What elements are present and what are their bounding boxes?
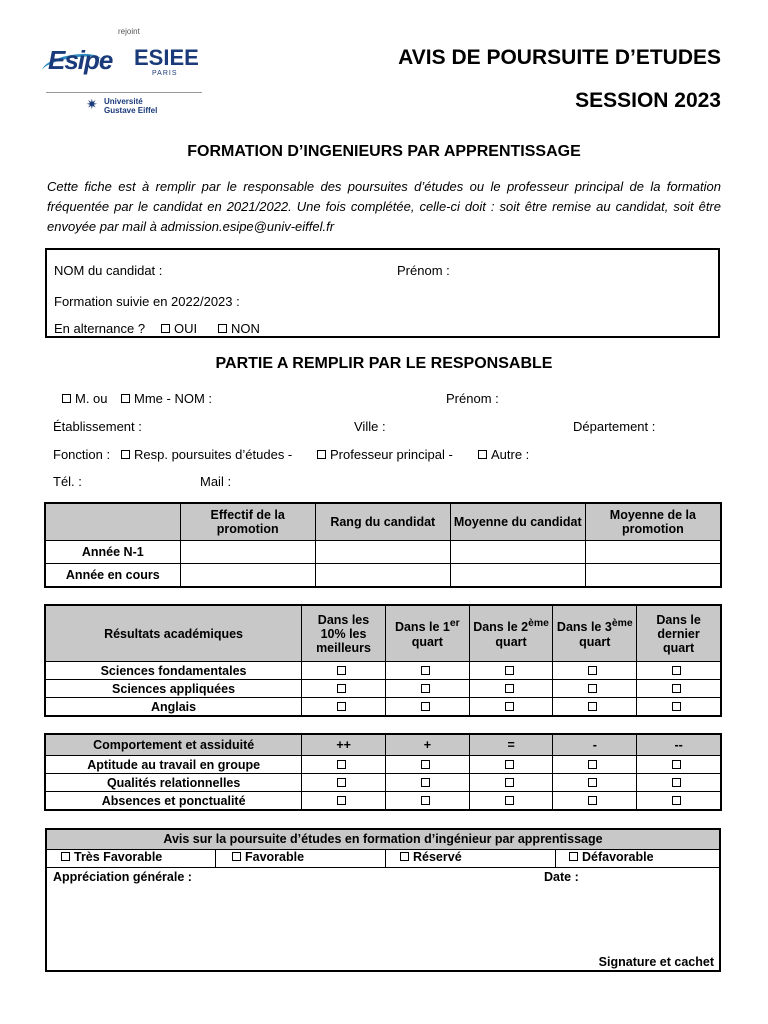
- results-header-label: Résultats académiques: [46, 606, 302, 662]
- m-checkbox[interactable]: [62, 394, 71, 403]
- option-label: Défavorable: [582, 850, 654, 864]
- table-row: [46, 756, 721, 774]
- table-row: [46, 698, 721, 716]
- checkbox[interactable]: [421, 666, 430, 675]
- mme-checkbox[interactable]: [121, 394, 130, 403]
- rejoint-text: rejoint: [118, 27, 140, 36]
- rank-row-label: Année en cours: [46, 564, 181, 587]
- checkbox[interactable]: [400, 852, 409, 861]
- oui-checkbox[interactable]: [161, 324, 170, 333]
- ville-label: Ville :: [354, 419, 386, 434]
- rank-cell[interactable]: [450, 564, 585, 587]
- mail-label: Mail :: [200, 474, 232, 489]
- signature-label: Signature et cachet: [598, 955, 714, 969]
- checkbox[interactable]: [421, 684, 430, 693]
- paris-text: PARIS: [152, 70, 178, 77]
- resp-checkbox[interactable]: [121, 450, 130, 459]
- candidate-firstname-label: Prénom :: [397, 263, 450, 278]
- table-row: [46, 662, 721, 680]
- results-header-last: Dans le dernier quart: [637, 606, 721, 662]
- formation-label: Formation suivie en 2022/2023 :: [54, 294, 240, 309]
- non-checkbox[interactable]: [218, 324, 227, 333]
- option-tres-favorable[interactable]: [61, 850, 162, 864]
- resp-label: Resp. poursuites d’études -: [134, 447, 293, 462]
- checkbox[interactable]: [672, 778, 681, 787]
- behavior-row-label: Aptitude au travail en groupe: [46, 756, 302, 774]
- checkbox[interactable]: [505, 666, 514, 675]
- behavior-table: [45, 734, 721, 810]
- checkbox[interactable]: [337, 666, 346, 675]
- option-label: Très Favorable: [74, 850, 163, 864]
- rank-row-label: Année N-1: [46, 541, 181, 564]
- checkbox[interactable]: [421, 702, 430, 711]
- results-header-top10: Dans les 10% les meilleurs: [302, 606, 386, 662]
- option-label: Réservé: [413, 850, 462, 864]
- behavior-header-minusminus: --: [637, 735, 721, 756]
- rank-cell[interactable]: [315, 541, 450, 564]
- candidate-name-label: NOM du candidat :: [54, 263, 163, 278]
- rank-header-moyenne-promo: Moyenne de la promotion: [585, 504, 720, 541]
- university-star-icon: ✷: [86, 96, 98, 112]
- checkbox[interactable]: [588, 760, 597, 769]
- rank-cell[interactable]: [585, 564, 720, 587]
- logo: [42, 25, 204, 120]
- rank-header-effectif: Effectif de la promotion: [180, 504, 315, 541]
- prof-checkbox[interactable]: [317, 450, 326, 459]
- oui-option[interactable]: [161, 321, 197, 336]
- divider: [385, 849, 386, 867]
- checkbox[interactable]: [672, 666, 681, 675]
- formation-subtitle: FORMATION D’INGENIEURS PAR APPRENTISSAGE: [187, 143, 581, 160]
- rank-cell[interactable]: [450, 541, 585, 564]
- behavior-header-plus: +: [386, 735, 470, 756]
- m-ou-label: M. ou: [75, 391, 108, 406]
- university-name-line1: Université: [104, 97, 143, 106]
- intro-paragraph: Cette fiche est à remplir par le responsable des poursuites d’études ou le professeur principal de la formation fréquentée par le candidat en 2021/2022. Une fois complétée, celle-ci doit : soit être remise au candidat, soit être envoyée par mail à admission.esipe@univ-eiffel.fr: [47, 179, 721, 234]
- autre-option[interactable]: [478, 447, 529, 462]
- civility-m-option[interactable]: [62, 391, 108, 406]
- tel-label: Tél. :: [53, 474, 82, 489]
- checkbox[interactable]: [337, 760, 346, 769]
- rank-table: [45, 503, 721, 587]
- behavior-header-minus: -: [553, 735, 637, 756]
- mme-nom-label: Mme - NOM :: [134, 391, 212, 406]
- results-row-label: Anglais: [46, 698, 302, 716]
- date-label: Date :: [544, 870, 579, 884]
- appreciation-label: Appréciation générale :: [53, 870, 192, 884]
- table-row: [46, 564, 721, 587]
- checkbox[interactable]: [61, 852, 70, 861]
- checkbox[interactable]: [337, 702, 346, 711]
- rank-cell[interactable]: [585, 541, 720, 564]
- checkbox[interactable]: [421, 760, 430, 769]
- checkbox[interactable]: [588, 796, 597, 805]
- session-title: SESSION 2023: [575, 89, 721, 112]
- checkbox[interactable]: [337, 778, 346, 787]
- results-row-label: Sciences fondamentales: [46, 662, 302, 680]
- checkbox[interactable]: [672, 702, 681, 711]
- responsable-section-title: PARTIE A REMPLIR PAR LE RESPONSABLE: [215, 355, 553, 372]
- departement-label: Département :: [573, 419, 656, 434]
- alternance-label: En alternance ?: [54, 321, 146, 336]
- checkbox[interactable]: [588, 666, 597, 675]
- checkbox[interactable]: [337, 684, 346, 693]
- esipe-logo-text: Esipe: [48, 45, 113, 75]
- rank-header-moyenne-candidat: Moyenne du candidat: [450, 504, 585, 541]
- checkbox[interactable]: [421, 778, 430, 787]
- rank-cell[interactable]: [180, 541, 315, 564]
- table-row: [46, 774, 721, 792]
- results-row-label: Sciences appliquées: [46, 680, 302, 698]
- checkbox[interactable]: [505, 778, 514, 787]
- candidate-box: [45, 248, 720, 338]
- university-name-line2: Gustave Eiffel: [104, 106, 158, 115]
- table-row: [46, 792, 721, 810]
- oui-label: OUI: [174, 321, 198, 336]
- rank-table-corner: [46, 504, 181, 541]
- divider: [215, 849, 216, 867]
- checkbox[interactable]: [505, 702, 514, 711]
- opinion-header: Avis sur la poursuite d’études en formation d’ingénieur par apprentissage: [47, 830, 719, 850]
- checkbox[interactable]: [505, 760, 514, 769]
- checkbox[interactable]: [505, 796, 514, 805]
- checkbox[interactable]: [505, 684, 514, 693]
- opinion-box: [45, 828, 721, 972]
- behavior-header-plusplus: ++: [302, 735, 386, 756]
- checkbox[interactable]: [588, 702, 597, 711]
- opinion-options-row: [47, 849, 719, 868]
- rank-header-rang: Rang du candidat: [315, 504, 450, 541]
- checkbox[interactable]: [337, 796, 346, 805]
- results-table: [45, 605, 721, 716]
- results-header-q1: Dans le 1er quart: [385, 606, 469, 662]
- esiee-logo-text: ESIEE: [134, 45, 199, 70]
- behavior-header-label: Comportement et assiduité: [46, 735, 302, 756]
- checkbox[interactable]: [588, 778, 597, 787]
- logo-divider: [46, 92, 202, 93]
- resp-option[interactable]: [121, 447, 292, 462]
- prof-option[interactable]: [317, 447, 453, 462]
- non-option[interactable]: [218, 321, 260, 336]
- checkbox[interactable]: [421, 796, 430, 805]
- divider: [555, 849, 556, 867]
- rank-cell[interactable]: [315, 564, 450, 587]
- prof-label: Professeur principal -: [330, 447, 453, 462]
- behavior-row-label: Absences et ponctualité: [46, 792, 302, 810]
- autre-label: Autre :: [491, 447, 530, 462]
- option-reserve[interactable]: [400, 850, 462, 864]
- behavior-row-label: Qualités relationnelles: [46, 774, 302, 792]
- resp-firstname-label: Prénom :: [446, 391, 499, 406]
- checkbox[interactable]: [672, 684, 681, 693]
- fonction-label: Fonction :: [53, 447, 111, 462]
- autre-checkbox[interactable]: [478, 450, 487, 459]
- table-row: [46, 680, 721, 698]
- checkbox[interactable]: [232, 852, 241, 861]
- results-header-q3: Dans le 3ème quart: [553, 606, 637, 662]
- non-label: NON: [231, 321, 260, 336]
- rank-cell[interactable]: [180, 564, 315, 587]
- option-favorable[interactable]: [232, 850, 304, 864]
- etablissement-label: Établissement :: [53, 419, 142, 434]
- checkbox[interactable]: [672, 796, 681, 805]
- document-title: AVIS DE POURSUITE D’ETUDES: [398, 46, 721, 69]
- civility-mme-option[interactable]: [121, 391, 212, 406]
- behavior-header-equal: =: [469, 735, 553, 756]
- checkbox[interactable]: [588, 684, 597, 693]
- results-header-q2: Dans le 2ème quart: [469, 606, 553, 662]
- option-label: Favorable: [245, 850, 305, 864]
- option-defavorable[interactable]: [569, 850, 654, 864]
- table-row: [46, 541, 721, 564]
- checkbox[interactable]: [569, 852, 578, 861]
- checkbox[interactable]: [672, 760, 681, 769]
